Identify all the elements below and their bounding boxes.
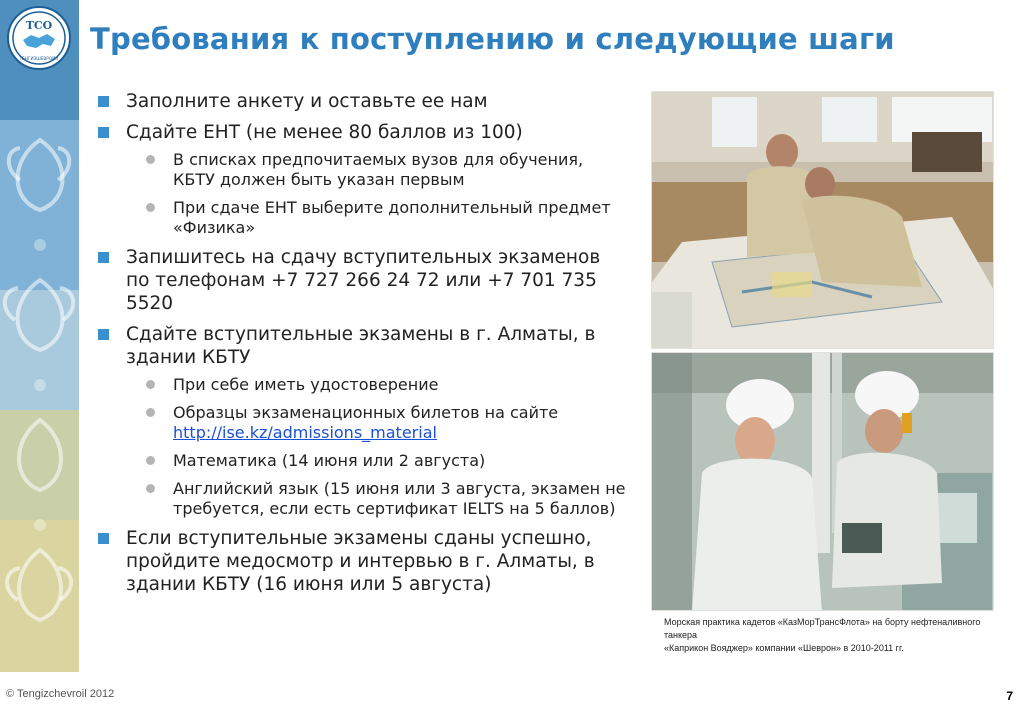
sub-bullet-item — [146, 375, 628, 395]
square-bullet-icon — [98, 329, 109, 340]
photo-cadets-chart-table — [651, 91, 994, 349]
bullet-item — [98, 246, 628, 315]
square-bullet-icon — [98, 96, 109, 107]
bullet-item — [98, 527, 628, 596]
sub-bullet-item — [146, 451, 628, 471]
photo-cadets-engine-room — [651, 352, 994, 611]
round-bullet-icon — [146, 484, 155, 493]
decorative-side-band — [0, 0, 79, 672]
sub-bullet-item — [146, 150, 628, 190]
bullet-text: Сдайте ЕНТ (не менее 80 баллов из 100) — [126, 122, 523, 143]
bullet-text: Если вступительные экзамены сданы успешно, пройдите медосмотр и интервью в г. Алматы, в здании КБТУ (16 июня или 5 августа) — [126, 528, 595, 595]
square-bullet-icon — [98, 533, 109, 544]
requirements-list — [98, 90, 628, 604]
square-bullet-icon — [98, 252, 109, 263]
sub-bullet-text: В списках предпочитаемых вузов для обучения, КБТУ должен быть указан первым — [173, 150, 584, 189]
round-bullet-icon — [146, 456, 155, 465]
admissions-material-link[interactable]: http://ise.kz/admissions_material — [173, 423, 437, 442]
sub-bullet-item — [146, 479, 628, 519]
sub-bullet-text: Математика (14 июня или 2 августа) — [173, 451, 486, 470]
round-bullet-icon — [146, 155, 155, 164]
bullet-text: Сдайте вступительные экзамены в г. Алматы, в здании КБТУ — [126, 324, 596, 368]
round-bullet-icon — [146, 408, 155, 417]
sub-bullet-item — [146, 403, 628, 443]
page-number: 7 — [1006, 689, 1013, 703]
svg-text:ТЕНГИЗШЕВРОЙЛ: ТЕНГИЗШЕВРОЙЛ — [19, 56, 59, 61]
bullet-item — [98, 121, 628, 144]
ornament-pattern-icon — [0, 130, 79, 670]
square-bullet-icon — [98, 127, 109, 138]
round-bullet-icon — [146, 203, 155, 212]
sub-bullet-text: Английский язык (15 июня или 3 августа, экзамен не требуется, если есть сертификат IELTS на 5 баллов) — [173, 479, 626, 518]
slide-title: Требования к поступлению и следующие шаги — [90, 22, 895, 56]
photo-engine-room-icon — [652, 353, 994, 611]
svg-text:ТСО: ТСО — [25, 19, 53, 32]
bullet-text: Заполните анкету и оставьте ее нам — [126, 91, 488, 112]
bullet-item — [98, 323, 628, 369]
bullet-item — [98, 90, 628, 113]
caption-line-2: «Каприкон Вояджер» компании «Шеврон» в 2010-2011 гг. — [664, 643, 904, 653]
sub-bullet-text: Образцы экзаменационных билетов на сайте — [173, 403, 559, 422]
sub-bullet-text: При сдаче ЕНТ выберите дополнительный предмет «Физика» — [173, 198, 611, 237]
copyright-footer: © Tengizchevroil 2012 — [6, 688, 115, 700]
round-bullet-icon — [146, 380, 155, 389]
caption-line-1: Морская практика кадетов «КазМорТрансФлота» на борту нефтеналивного танкера — [664, 617, 981, 640]
company-logo — [7, 6, 71, 70]
sub-bullet-item — [146, 198, 628, 238]
photo-navigation-icon — [652, 92, 994, 349]
photo-caption — [664, 616, 1004, 655]
tco-logo-icon — [9, 8, 69, 68]
sub-bullet-text: При себе иметь удостоверение — [173, 375, 439, 394]
bullet-text: Запишитесь на сдачу вступительных экзаменов по телефонам +7 727 266 24 72 или +7 701 735 5520 — [126, 247, 601, 314]
